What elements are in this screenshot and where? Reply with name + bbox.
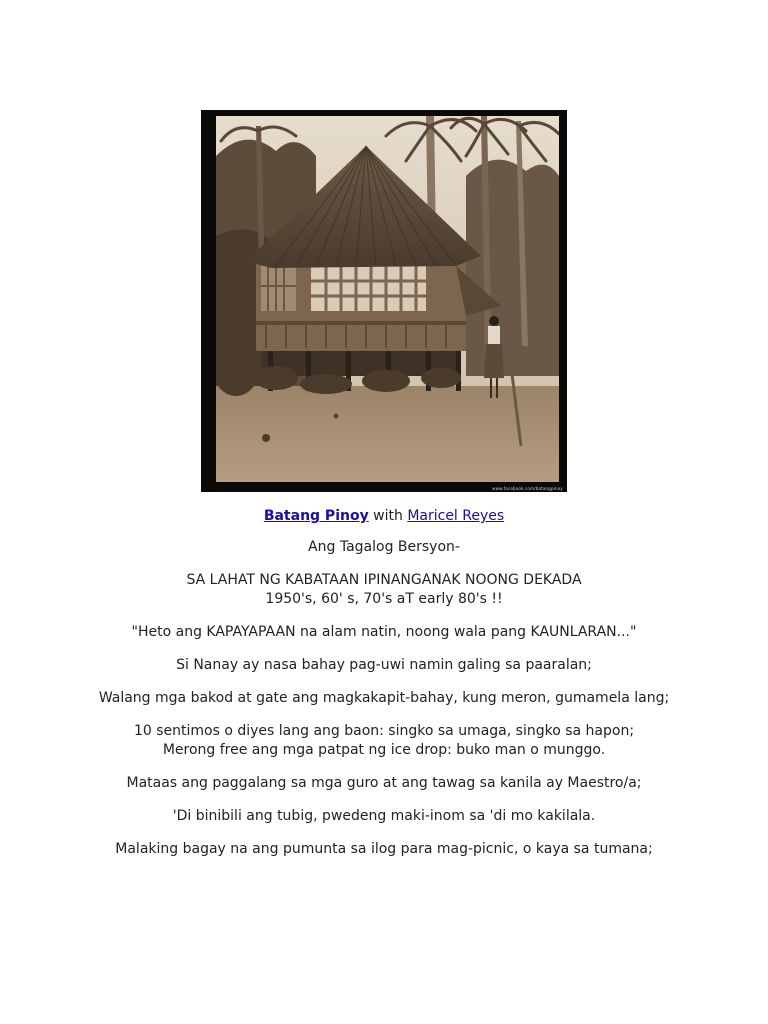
author-link[interactable]: Batang Pinoy — [263, 508, 369, 524]
paragraph-baon: 10 sentimos o diyes lang ang baon: singko sa umaga, singko sa hapon; Merong free ang mga patpat ng ice drop: buko man o munggo. — [133, 723, 635, 758]
collaborator-link[interactable]: Maricel Reyes — [407, 508, 505, 524]
paragraph-quote: "Heto ang KAPAYAPAAN na alam natin, noong wala pang KAUNLARAN..." — [131, 624, 637, 640]
paragraph-dedication: SA LAHAT NG KABATAAN IPINANGANAK NOONG DEKADA 1950's, 60' s, 70's aT early 80's !! — [186, 572, 582, 607]
nipa-hut-illustration — [216, 116, 559, 482]
paragraph-picnic: Malaking bagay na ang pumunta sa ilog para mag-picnic, o kaya sa tumana; — [115, 841, 653, 857]
paragraph-subtitle: Ang Tagalog Bersyon- — [308, 539, 460, 555]
byline-with: with — [373, 508, 403, 524]
byline — [80, 507, 688, 526]
article-body — [80, 507, 688, 873]
paragraph-water: 'Di binibili ang tubig, pwedeng maki-inom sa 'di mo kakilala. — [172, 808, 596, 824]
paragraph-nanay: Si Nanay ay nasa bahay pag-uwi namin galing sa paaralan; — [176, 657, 592, 673]
paragraph-neighbors: Walang mga bakod at gate ang magkakapit-bahay, kung meron, gumamela lang; — [98, 690, 670, 706]
paragraph-teachers: Mataas ang paggalang sa mga guro at ang tawag sa kanila ay Maestro/a; — [126, 775, 642, 791]
nipa-hut-photo — [201, 110, 567, 492]
photo-watermark: www.facebook.com/batangpinoy — [492, 486, 563, 491]
